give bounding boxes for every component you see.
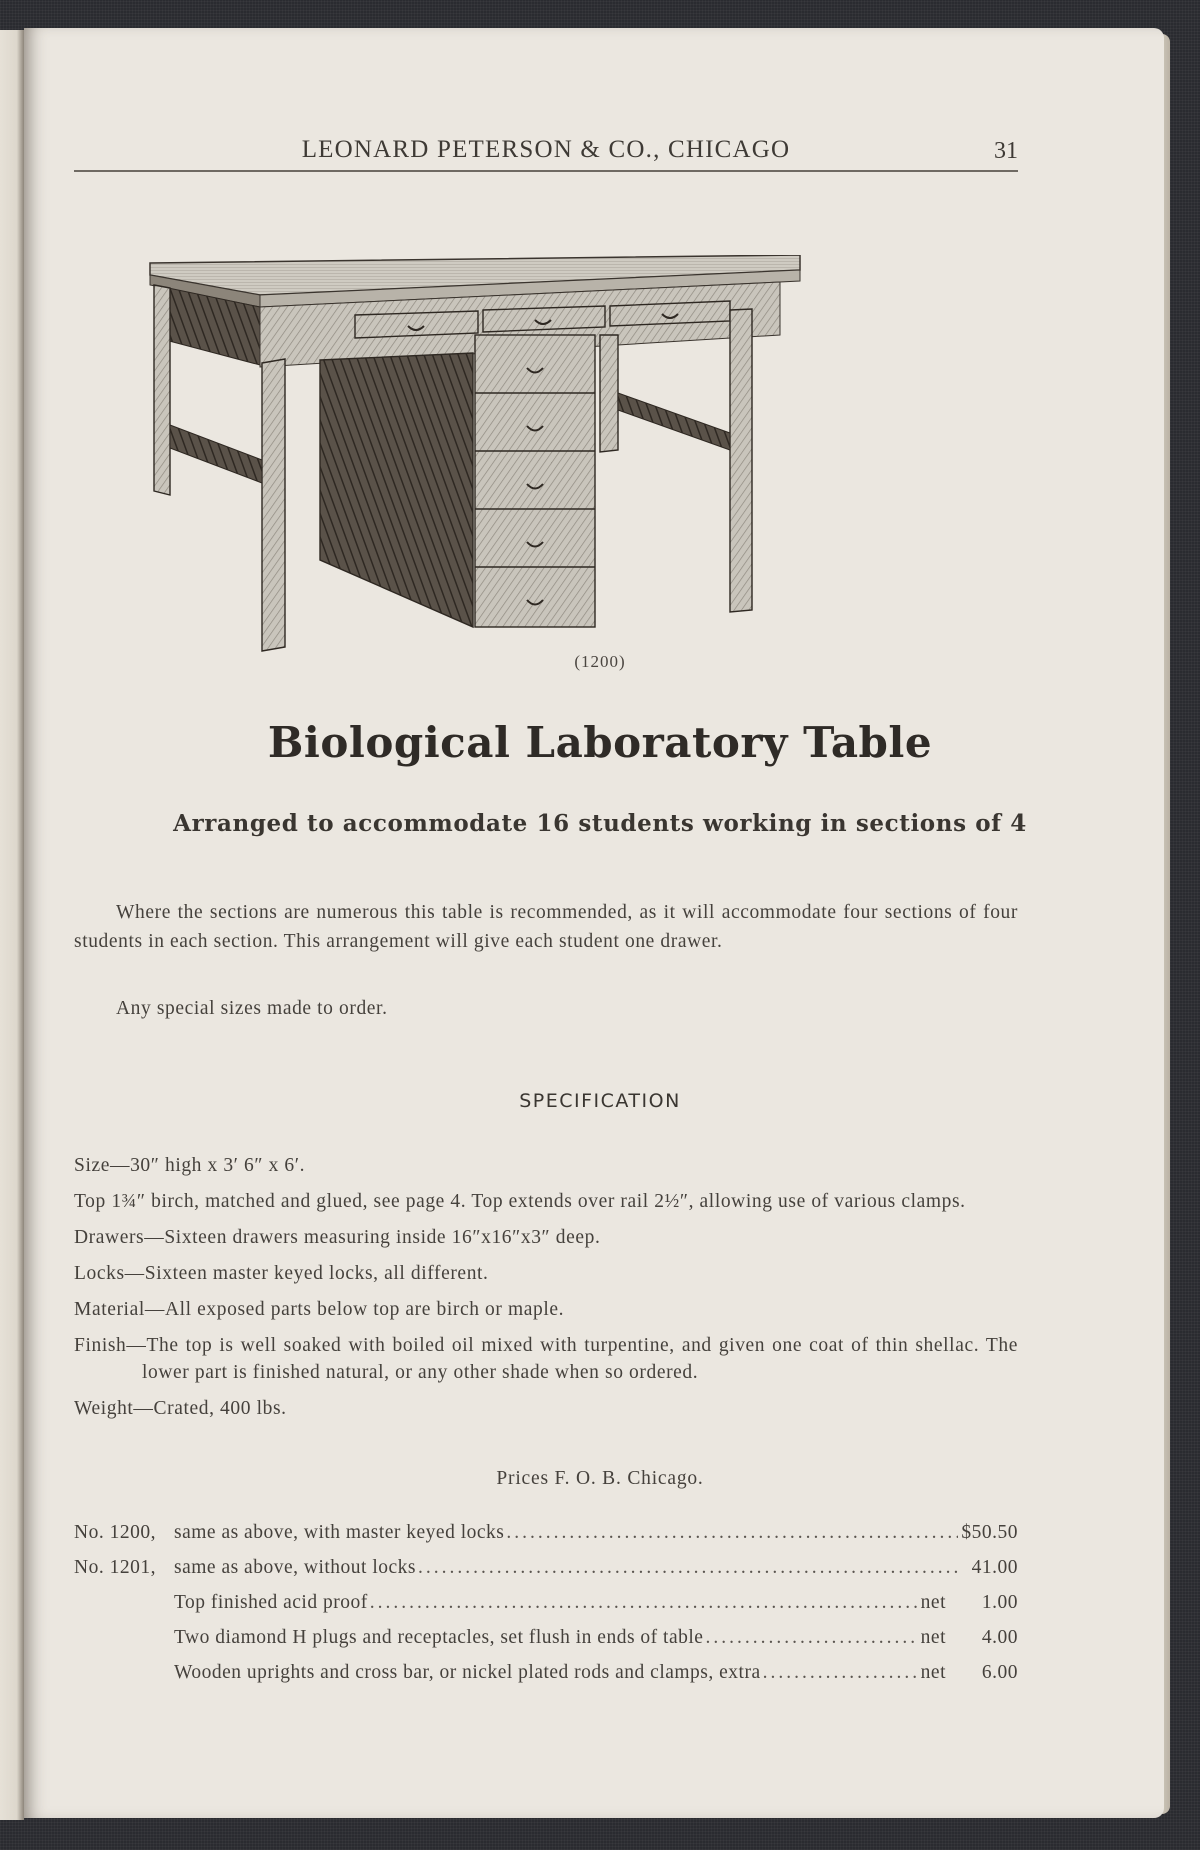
catalog-number: No. 1201, — [74, 1557, 156, 1578]
price-list — [74, 1522, 1018, 1697]
spec-weight: Weight—Crated, 400 lbs. — [74, 1398, 287, 1419]
description-paragraph: Where the sections are numerous this table is recommended, as it will accommodate four sections of four students in each section. This arrangement will give each student one drawer. — [74, 902, 1018, 952]
net-label: net — [920, 1627, 946, 1648]
net-label: net — [920, 1592, 946, 1613]
spec-size: Size—30″ high x 3′ 6″ x 6′. — [74, 1155, 306, 1176]
running-title: LEONARD PETERSON & CO., CHICAGO — [301, 136, 791, 163]
drawer-stack — [475, 335, 595, 627]
price-row — [74, 1522, 1018, 1557]
running-header — [74, 128, 1018, 172]
dot-leader — [705, 1627, 918, 1649]
price-amount: 6.00 — [981, 1662, 1018, 1683]
price-row — [74, 1662, 1018, 1697]
page-title: Biological Laboratory Table — [267, 718, 933, 767]
price-description: Two diamond H plugs and receptacles, set flush in ends of table — [174, 1627, 704, 1648]
dot-leader — [763, 1662, 919, 1684]
specification-list — [74, 1152, 1018, 1431]
page-number: 31 — [994, 138, 1018, 164]
price-amount: 4.00 — [981, 1627, 1018, 1648]
dot-leader — [370, 1592, 919, 1614]
spec-top: Top 1¾″ birch, matched and glued, see page 4. Top extends over rail 2½″, allowing use of various clamps. — [74, 1191, 966, 1212]
dot-leader — [506, 1522, 958, 1544]
description-paragraph: Any special sizes made to order. — [116, 998, 388, 1019]
previous-page-edge — [0, 30, 24, 1820]
price-description: Wooden uprights and cross bar, or nickel plated rods and clamps, extra — [174, 1662, 761, 1683]
laboratory-table-engraving-icon — [140, 255, 950, 655]
drawer-cabinet-side — [320, 353, 473, 627]
price-description: same as above, without locks — [174, 1557, 416, 1578]
spec-material: Material—All exposed parts below top are birch or maple. — [74, 1299, 565, 1320]
price-description: same as above, with master keyed locks — [174, 1522, 505, 1543]
figure-caption: (1200) — [574, 652, 626, 671]
left-stretcher — [170, 425, 262, 483]
catalog-number: No. 1200, — [74, 1522, 156, 1543]
price-amount: 41.00 — [971, 1557, 1018, 1578]
net-label: net — [920, 1662, 946, 1683]
dot-leader — [418, 1557, 958, 1579]
spec-drawers: Drawers—Sixteen drawers measuring inside 16″x16″x3″ deep. — [74, 1227, 601, 1248]
right-stretcher — [618, 393, 730, 450]
price-description: Top finished acid proof — [174, 1592, 368, 1613]
specification-heading: SPECIFICATION — [519, 1090, 681, 1112]
price-row — [74, 1592, 1018, 1627]
spec-locks: Locks—Sixteen master keyed locks, all different. — [74, 1263, 489, 1284]
price-amount: 1.00 — [981, 1592, 1018, 1613]
prices-heading: Prices F. O. B. Chicago. — [496, 1468, 704, 1489]
price-amount: $50.50 — [961, 1522, 1018, 1543]
price-row — [74, 1627, 1018, 1662]
spec-finish: Finish—The top is well soaked with boiled oil mixed with turpentine, and given one coat of thin shellac. The lower part is finished natural, or any other shade when so ordered. — [74, 1335, 1018, 1383]
page-subtitle: Arranged to accommodate 16 students working in sections of 4 — [173, 810, 1027, 837]
price-row — [74, 1557, 1018, 1592]
